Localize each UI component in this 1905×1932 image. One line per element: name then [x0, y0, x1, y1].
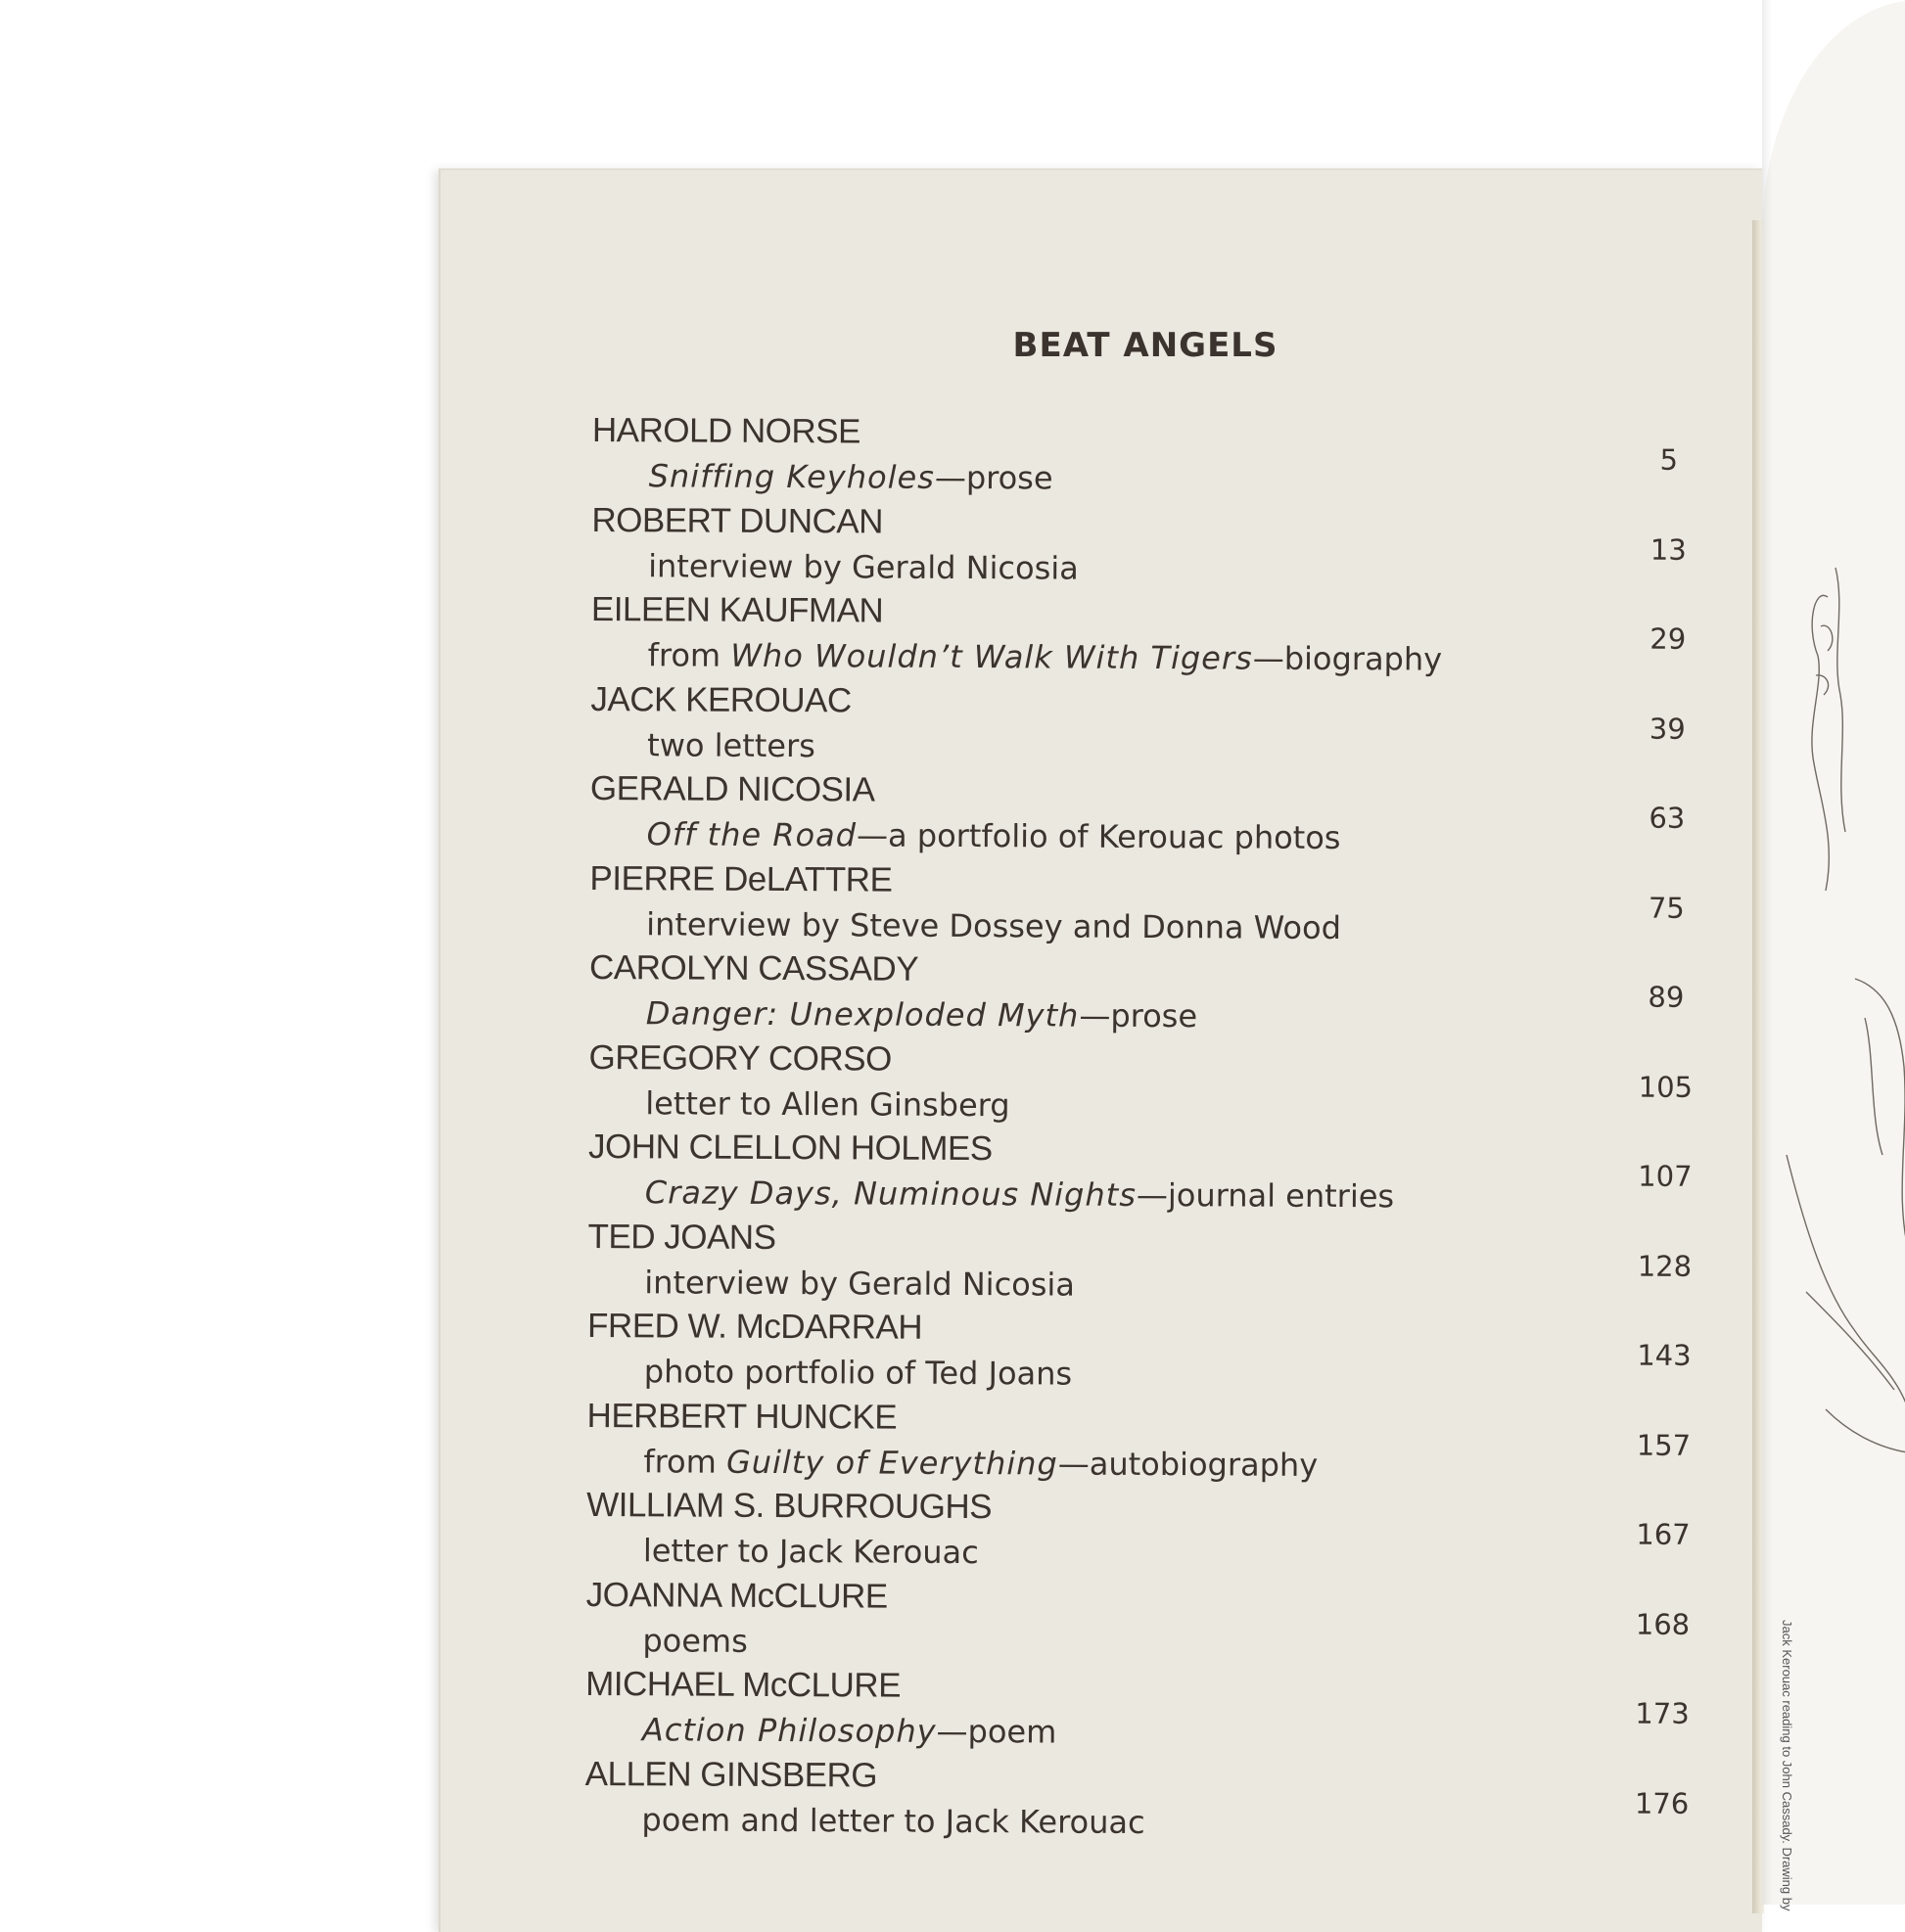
entry-work-title: Danger: Unexploded Myth	[646, 994, 1080, 1034]
entry-work-prefix: poem and letter to Jack Kerouac	[641, 1801, 1144, 1841]
entry-work-suffix: —poem	[937, 1713, 1057, 1751]
entry-work-prefix: letter to Jack Kerouac	[643, 1532, 979, 1571]
entry-work	[644, 1350, 1073, 1395]
entry-work-title: Crazy Days, Numinous Nights	[645, 1173, 1137, 1214]
entry-work-title: Sniffing Keyholes	[649, 457, 935, 496]
entry-work-suffix: —biography	[1253, 640, 1443, 678]
entry-author: JOANNA McCLURE	[586, 1573, 888, 1618]
toc-entry	[589, 856, 1764, 952]
entry-author: GREGORY CORSO	[588, 1035, 891, 1081]
entry-page-number: 89	[1632, 976, 1700, 1019]
entry-author: WILLIAM S. BURROUGHS	[586, 1484, 992, 1529]
facing-page-caption: Jack Kerouac reading to John Cassady. Drawing by	[1780, 1620, 1794, 1910]
toc-entry	[591, 588, 1766, 684]
entry-work-title: Who Wouldn’t Walk With Tigers	[730, 637, 1253, 677]
entry-author: JOHN CLELLON HOLMES	[588, 1126, 993, 1171]
toc-entry	[589, 946, 1764, 1042]
entry-work-prefix: interview by Gerald Nicosia	[644, 1264, 1075, 1303]
entry-work-prefix: interview by Steve Dossey and Donna Wood	[646, 905, 1341, 946]
entry-page-number: 63	[1633, 797, 1701, 840]
entry-work-prefix: from	[643, 1443, 726, 1480]
entry-page-number: 168	[1628, 1602, 1696, 1645]
toc-entry	[587, 1215, 1762, 1311]
entry-work	[643, 1529, 979, 1574]
entry-page-number: 176	[1627, 1781, 1696, 1824]
entry-work	[646, 902, 1341, 949]
toc-entry	[585, 1663, 1760, 1759]
entry-author: EILEEN KAUFMAN	[591, 588, 884, 633]
entry-work-suffix: —prose	[1079, 997, 1197, 1035]
entry-page-number: 105	[1631, 1065, 1699, 1108]
entry-work	[646, 991, 1198, 1037]
entry-work	[643, 1440, 1318, 1487]
toc-entry	[588, 1035, 1763, 1131]
toc-entry	[585, 1573, 1760, 1669]
entry-work-title: Action Philosophy	[642, 1711, 937, 1750]
entry-author: CAROLYN CASSADY	[589, 946, 918, 991]
entry-work-title: Off the Road	[647, 815, 858, 853]
entry-page-number: 128	[1630, 1244, 1698, 1287]
toc-entry	[592, 409, 1767, 505]
entry-work-suffix: —a portfolio of Kerouac photos	[857, 816, 1341, 856]
toc-entry	[590, 677, 1765, 773]
entry-work-suffix: —prose	[935, 459, 1053, 497]
entry-work	[649, 454, 1053, 499]
entry-work	[642, 1708, 1057, 1753]
entry-page-number: 39	[1633, 707, 1701, 750]
entry-work	[648, 544, 1079, 589]
toc-entry	[586, 1484, 1761, 1580]
entry-page-number: 173	[1628, 1692, 1696, 1735]
entry-work	[647, 812, 1341, 859]
toc-entry	[591, 498, 1766, 594]
entry-author: HAROLD NORSE	[592, 409, 860, 453]
entry-author: FRED W. McDARRAH	[587, 1305, 922, 1350]
entry-work	[645, 1171, 1395, 1218]
entry-work-prefix: photo portfolio of Ted Joans	[644, 1353, 1073, 1392]
toc-entry	[590, 767, 1765, 863]
entry-work-prefix: letter to Allen Ginsberg	[645, 1084, 1010, 1124]
entry-author: JACK KEROUAC	[590, 677, 852, 721]
entry-work	[644, 1261, 1075, 1306]
contents-title: BEAT ANGELS	[0, 326, 1905, 365]
entry-work	[642, 1619, 748, 1663]
entry-work	[648, 633, 1443, 680]
entry-page-number: 5	[1635, 438, 1703, 482]
entry-work-prefix: interview by Gerald Nicosia	[648, 547, 1079, 586]
entry-author: MICHAEL McCLURE	[585, 1663, 901, 1708]
entry-work-title: Guilty of Everything	[726, 1443, 1058, 1482]
entry-work-suffix: —journal entries	[1137, 1176, 1394, 1215]
entry-work-prefix: two letters	[647, 726, 815, 764]
entry-author: ROBERT DUNCAN	[591, 498, 883, 543]
entry-work-prefix: from	[648, 636, 731, 673]
entry-author: TED JOANS	[587, 1215, 775, 1259]
toc-entry	[587, 1305, 1762, 1401]
entry-work-prefix: poems	[642, 1622, 748, 1660]
entry-page-number: 143	[1630, 1334, 1698, 1377]
toc-entry	[586, 1394, 1761, 1490]
entry-page-number: 157	[1629, 1423, 1697, 1466]
toc-entry	[584, 1752, 1759, 1848]
entry-page-number: 29	[1634, 618, 1702, 661]
entry-work	[647, 723, 815, 767]
entry-page-number: 13	[1634, 528, 1702, 571]
entry-work	[645, 1081, 1010, 1127]
entry-page-number: 107	[1631, 1155, 1699, 1198]
entry-author: GERALD NICOSIA	[590, 767, 875, 812]
entry-work-suffix: —autobiography	[1058, 1445, 1319, 1483]
entry-page-number: 75	[1632, 886, 1700, 929]
entry-author: ALLEN GINSBERG	[585, 1752, 878, 1797]
entry-work	[641, 1798, 1144, 1844]
entry-author: PIERRE DeLATTRE	[589, 856, 892, 901]
toc-entry	[588, 1126, 1763, 1221]
entry-author: HERBERT HUNCKE	[586, 1394, 897, 1439]
contents-list	[584, 409, 1767, 1848]
entry-page-number: 167	[1629, 1513, 1697, 1556]
